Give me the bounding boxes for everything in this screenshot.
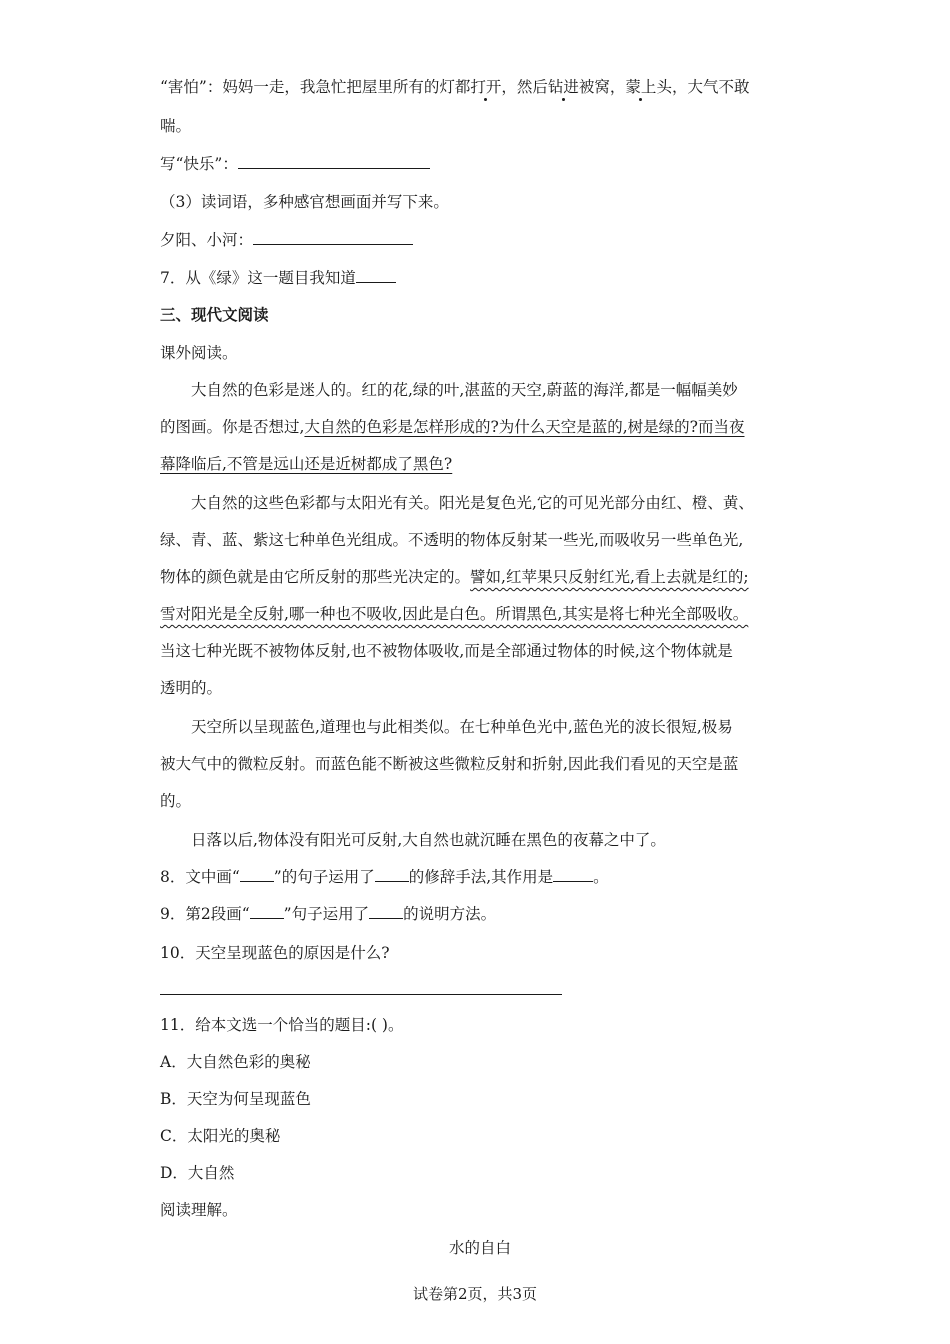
passage-p2-line4 (160, 603, 800, 625)
question-9: 9．第2段画“ ”句子运用了 的说明方法。 (160, 905, 497, 923)
answer-blank-sunset[interactable] (253, 230, 413, 245)
passage-p1-line2: 的图画。你是否想过,大自然的色彩是怎样形成的?为什么天空是蓝的,树是绿的?而当夜 (160, 418, 745, 436)
passage-title: 水的自白 (448, 1239, 511, 1257)
fear-example-end: 喘。 (160, 117, 192, 135)
passage-p1-line3 (160, 453, 800, 475)
passage-p1-line1: 大自然的色彩是迷人的。红的花,绿的叶,湛蓝的天空,蔚蓝的海洋,都是一幅幅美妙 (191, 381, 738, 399)
option-a[interactable]: A．大自然色彩的奥秘 (160, 1053, 311, 1071)
dotted-word-enter: 钻进 (547, 78, 579, 96)
passage-p2-line5: 当这七种光既不被物体反射,也不被物体吸收,而是全部通过物体的时候,这个物体就是 (160, 642, 733, 660)
underlined-sentence-1: 大自然的色彩是怎样形成的?为什么天空是蓝的,树是绿的?而当夜 (304, 418, 745, 436)
passage-p3-line2: 被大气中的微粒反射。而蓝色能不断被这些微粒反射和折射,因此我们看见的天空是蓝 (160, 755, 739, 773)
line-sample-8 (240, 867, 274, 882)
fear-example-line: “害怕”：妈妈一走，我急忙把屋里所有的灯都打开，然后钻进被窝，蒙上头，大气不敢 (160, 78, 750, 96)
option-d[interactable]: D．大自然 (160, 1164, 235, 1182)
dotted-word-cover: 蒙上 (625, 78, 657, 96)
passage-p2-line1: 大自然的这些色彩都与太阳光有关。阳光是复色光,它的可见光部分由红、橙、黄、 (191, 494, 754, 512)
option-b[interactable]: B．天空为何呈现蓝色 (160, 1090, 311, 1108)
passage-p4: 日落以后,物体没有阳光可反射,大自然也就沉睡在黑色的夜幕之中了。 (191, 831, 666, 849)
answer-blank-q9[interactable] (369, 904, 403, 919)
passage-p2-line6: 透明的。 (160, 679, 223, 697)
question-8: 8．文中画“ ”的句子运用了 的修辞手法,其作用是 。 (160, 868, 609, 886)
answer-blank-q8-rhetoric[interactable] (375, 867, 409, 882)
page-footer: 试卷第2页，共3页 (412, 1285, 538, 1303)
line-sample-9 (250, 904, 284, 919)
passage-p3-line3: 的。 (160, 792, 192, 810)
wavy-sentence-end: 雪对阳光是全反射,哪一种也不吸收,因此是白色。所谓黑色,其实是将七种光全部吸收。 (160, 605, 749, 623)
question-3: （3）读词语，多种感官想画面并写下来。 (160, 193, 449, 211)
passage-p3-line1: 天空所以呈现蓝色,道理也与此相类似。在七种单色光中,蓝色光的波长很短,极易 (191, 718, 733, 736)
section-heading: 三、现代文阅读 (160, 305, 269, 324)
answer-line-q10[interactable] (160, 994, 562, 995)
answer-blank-q8-effect[interactable] (553, 867, 593, 882)
reading-intro-2: 阅读理解。 (160, 1201, 238, 1219)
wavy-sentence: 譬如,红苹果只反射红光,看上去就是红的; (470, 568, 749, 586)
happy-prompt: 写“快乐”： (160, 153, 800, 175)
answer-blank-happy[interactable] (238, 154, 430, 169)
question-7: 7．从《绿》这一题目我知道 (160, 267, 800, 289)
option-c[interactable]: C．太阳光的奥秘 (160, 1127, 281, 1145)
question-10: 10．天空呈现蓝色的原因是什么? (160, 944, 390, 962)
passage-p2-line3: 物体的颜色就是由它所反射的那些光决定的。譬如,红苹果只反射红光,看上去就是红的; (160, 568, 749, 586)
dotted-word-open: 打开 (470, 78, 502, 96)
reading-intro: 课外阅读。 (160, 344, 238, 362)
question-11: 11．给本文选一个恰当的题目:( )。 (160, 1016, 404, 1034)
passage-p2-line2: 绿、青、蓝、紫这七种单色光组成。不透明的物体反射某一些光,而吸收另一些单色光, (160, 531, 744, 549)
sunset-prompt: 夕阳、小河： (160, 229, 800, 251)
underlined-sentence-1-end: 幕降临后,不管是远山还是近树都成了黑色? (160, 455, 453, 473)
answer-blank-q7[interactable] (356, 268, 396, 283)
